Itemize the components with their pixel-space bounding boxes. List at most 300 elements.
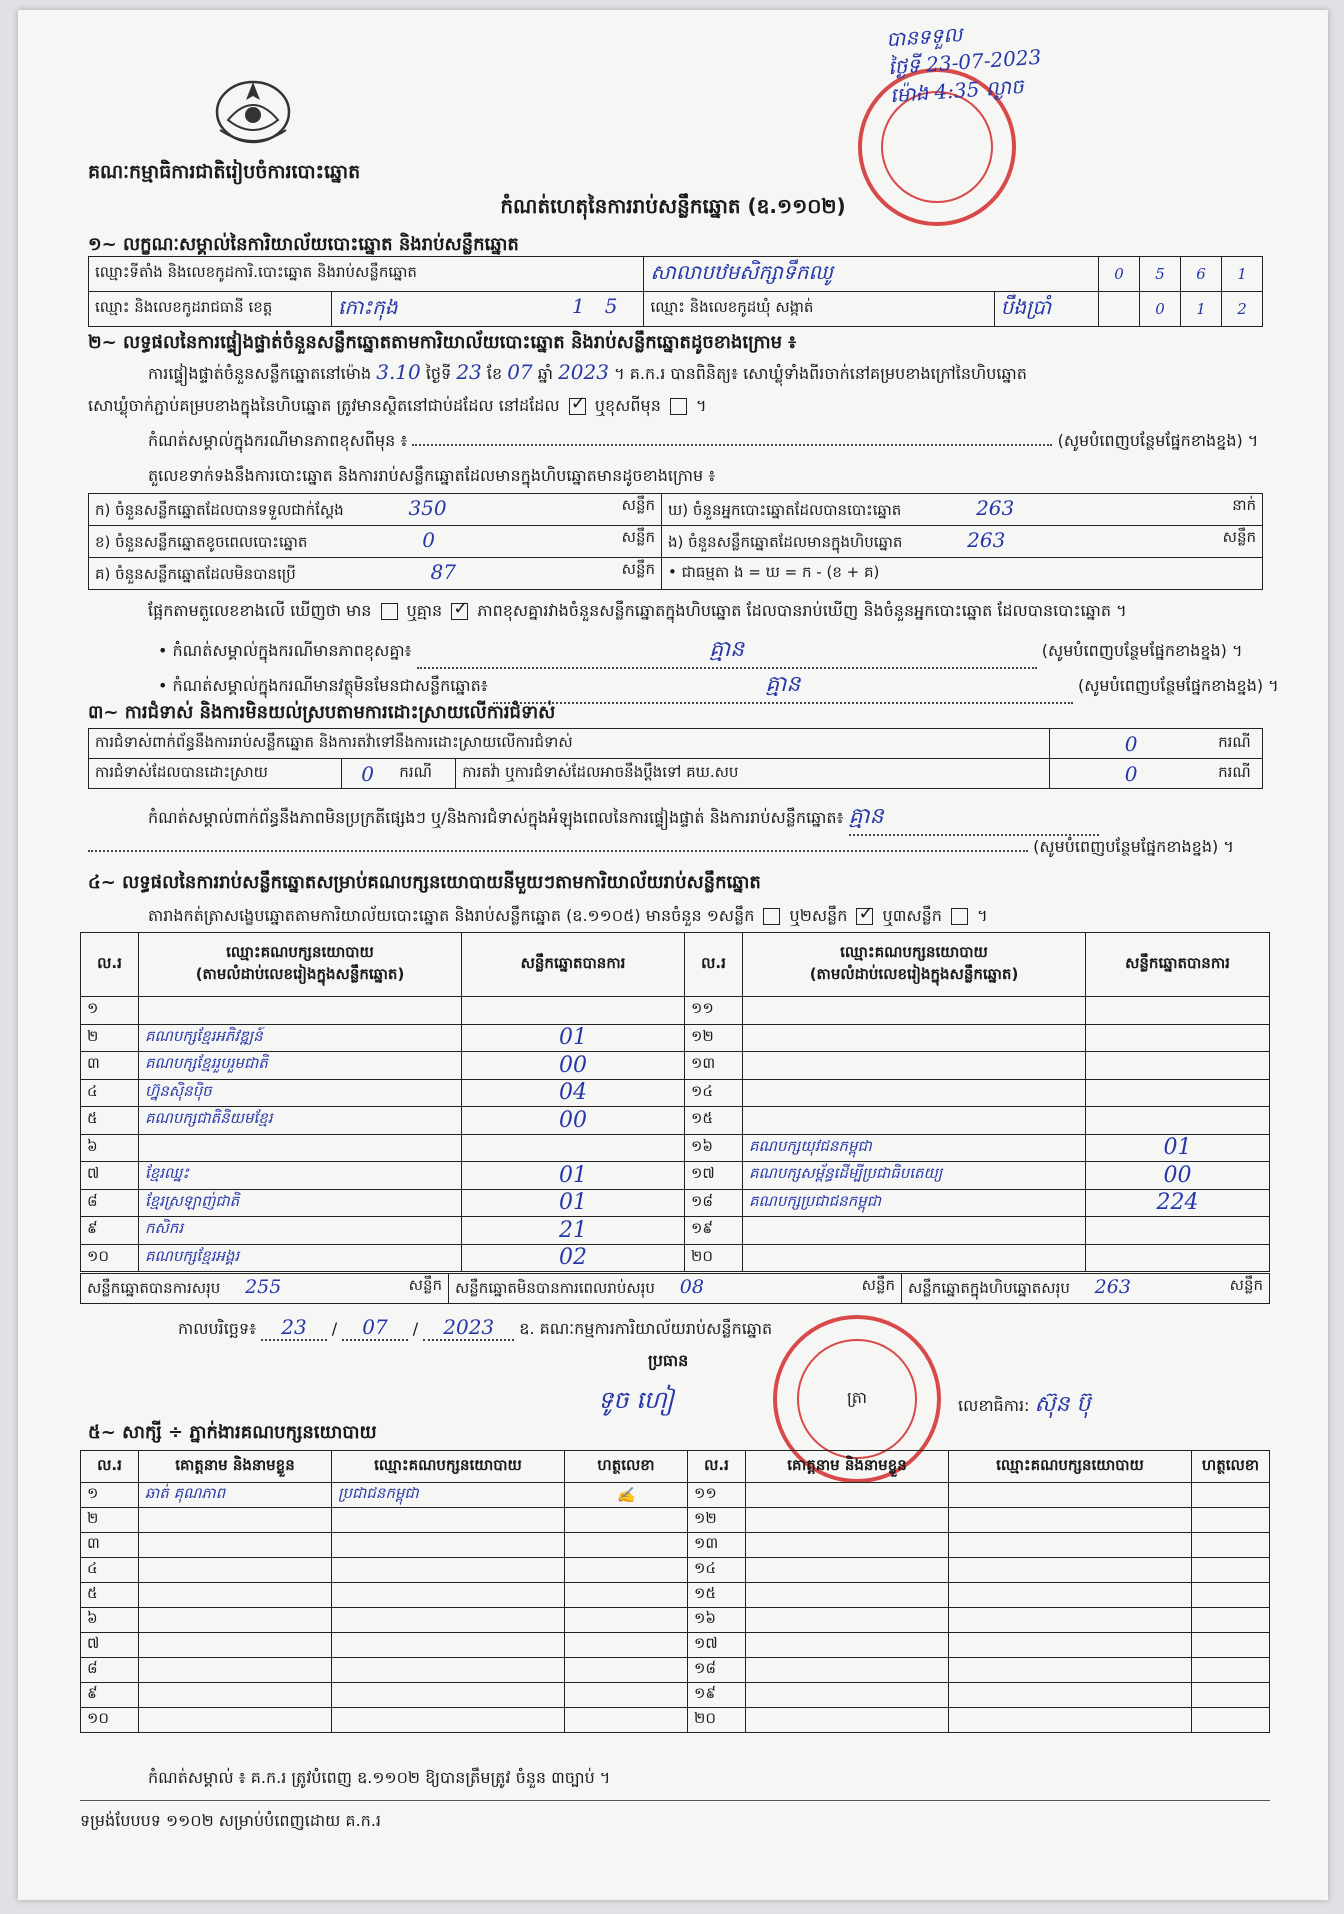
unit: សន្លឹក <box>408 1276 442 1294</box>
witness-party <box>949 1558 1192 1583</box>
section-5-title: ៥~ សាក្សី ÷ ភ្នាក់ងារគណបក្សនយោបាយ <box>88 1422 377 1443</box>
objection-table <box>88 728 1263 789</box>
col-no: ល.រ <box>81 1451 139 1483</box>
party-name <box>743 1217 1086 1245</box>
secretary-label: លេខាធិការ <box>958 1396 1025 1415</box>
col-signature: ហត្ថលេខា <box>565 1451 688 1483</box>
figures-table <box>88 493 1263 590</box>
value: 263 <box>1094 1276 1131 1298</box>
section-3-title: ៣~ ការជំទាស់ និងការមិនយល់ស្របតាមការដោះស្រាយលើការជំទាស់ <box>88 702 556 723</box>
col-no: ល.រ <box>81 933 139 997</box>
day-value: 23 <box>456 360 482 384</box>
witness-name <box>746 1658 949 1683</box>
witness-name <box>139 1708 332 1733</box>
witness-signature <box>1192 1708 1270 1733</box>
witness-party <box>332 1658 565 1683</box>
witness-signature: ✍ <box>565 1483 688 1508</box>
label: សន្លឹកឆ្នោតបានការសរុប <box>87 1279 221 1297</box>
unit: សន្លឹក <box>1229 1276 1263 1294</box>
party-name <box>139 997 462 1025</box>
location-table <box>88 256 1263 327</box>
table-row <box>81 1162 1270 1190</box>
code-digit: 5 <box>1140 257 1181 292</box>
witness-party <box>949 1708 1192 1733</box>
text: (សូមបំពេញបន្ថែមផ្នែកខាងខ្នង) ។ <box>1033 837 1234 856</box>
col-party <box>139 933 462 997</box>
col-signature: ហត្ថលេខា <box>1192 1451 1270 1483</box>
unit: សន្លឹក <box>621 496 655 514</box>
foreign-object-note <box>158 670 1279 704</box>
code-digit: 5 <box>604 294 638 318</box>
row-number: ១២ <box>688 1508 746 1533</box>
witness-name <box>139 1683 332 1708</box>
value: គ្មាន <box>493 670 1073 704</box>
col-party: ឈ្មោះគណបក្សនយោបាយ <box>332 1451 565 1483</box>
received-time: ម៉ោង 4:35 ល្ងាច <box>889 73 1025 108</box>
figure-d <box>662 494 1263 526</box>
row-number: ១៣ <box>685 1052 743 1080</box>
footer-divider <box>80 1800 1270 1801</box>
witness-party <box>949 1583 1192 1608</box>
row-number: ១១ <box>688 1483 746 1508</box>
table-row <box>81 1683 1270 1708</box>
witness-signature <box>565 1508 688 1533</box>
row-number: ១០ <box>81 1244 139 1272</box>
sublabel: (តាមលំដាប់លេខរៀងក្នុងសន្លឹកឆ្នោត) <box>195 964 405 983</box>
label: សន្លឹកឆ្នោតមិនបានការពេលរាប់សរុប <box>455 1279 655 1297</box>
row-number: ៥ <box>81 1107 139 1135</box>
text: • កំណត់សម្គាល់ក្នុងករណីមានភាពខុសគ្នា៖ <box>158 641 412 660</box>
unit: ករណី <box>1212 729 1262 759</box>
witness-signature <box>1192 1483 1270 1508</box>
party-name <box>139 1134 462 1162</box>
vote-count <box>462 997 685 1025</box>
objection-count: 0 <box>1050 729 1213 759</box>
code-digit: 1 <box>1222 257 1263 292</box>
row-number: ៧ <box>81 1162 139 1190</box>
unit: នាក់ <box>1232 496 1256 514</box>
value: 08 <box>679 1276 704 1298</box>
one-sheet-checkbox[interactable] <box>763 908 780 925</box>
table-row <box>81 1024 1270 1052</box>
section-4-title: ៤~ លទ្ធផលនៃការរាប់សន្លឹកឆ្នោតសម្រាប់គណបក្សនយោបាយនីមួយៗតាមការិយាល័យរាប់សន្លឹកឆ្នោត <box>88 872 761 893</box>
irregularity-note-cont <box>88 836 1268 860</box>
witness-name <box>746 1683 949 1708</box>
row-number: ១៨ <box>685 1189 743 1217</box>
table-row <box>81 997 1270 1025</box>
row-number: ៣ <box>81 1052 139 1080</box>
witness-party <box>949 1608 1192 1633</box>
party-name: គណបក្សជាតិនិយមខ្មែរ <box>139 1107 462 1135</box>
witness-signature <box>565 1558 688 1583</box>
received-label: បានទទួល <box>885 22 964 52</box>
unit: ករណី <box>393 759 456 789</box>
province-code <box>572 294 637 318</box>
text: • កំណត់សម្គាល់ក្នុងករណីមានវត្ថុមិនមែនជាសន្លឹកឆ្នោត៖ <box>158 676 488 695</box>
table-row <box>81 1508 1270 1533</box>
text: ភាពខុសគ្នារវាងចំនួនសន្លឹកឆ្នោតក្នុងហិបឆ្នោត ដែលបានរាប់ឃើញ និងចំនួនអ្នកបោះឆ្នោត ដែលបានបោះឆ្នោត ។ <box>477 601 1127 620</box>
organization-name: គណៈកម្មាធិការជាតិរៀបចំការបោះឆ្នោត <box>88 161 361 183</box>
witness-name: ឆាត់ គុណភាព <box>139 1483 332 1508</box>
witness-signature <box>1192 1633 1270 1658</box>
party-name: ហ្វ៊ុនស៊ិនប៉ិច <box>139 1079 462 1107</box>
has-difference-checkbox[interactable] <box>381 603 398 620</box>
two-sheets-checkbox[interactable] <box>856 908 873 925</box>
text: ផ្អែកតាមតួលេខខាងលើ ឃើញថា មាន <box>148 601 372 620</box>
code-digit: 1 <box>571 294 605 318</box>
value: 87 <box>430 560 456 584</box>
objection-row-label: ការជំទាស់ពាក់ព័ន្ធនឹងការរាប់សន្លឹកឆ្នោត និងការតវ៉ាទៅនឹងការដោះស្រាយលើការជំទាស់ <box>89 729 1050 759</box>
date-year: 2023 <box>423 1315 514 1341</box>
row-number: ១៦ <box>688 1608 746 1633</box>
row-number: ១៧ <box>685 1162 743 1190</box>
code-digit-blank <box>1099 292 1140 327</box>
value: 263 <box>967 528 1006 552</box>
vote-count: 21 <box>462 1217 685 1245</box>
value: គ្មាន <box>417 635 1037 669</box>
witness-signature <box>1192 1608 1270 1633</box>
seal-label: ត្រា <box>847 1388 867 1407</box>
row-number: ១១ <box>685 997 743 1025</box>
section-1-title: ១~ លក្ខណៈសម្គាល់នៃការិយាល័យបោះឆ្នោត និងរាប់សន្លឹកឆ្នោត <box>88 234 519 255</box>
witness-party <box>332 1533 565 1558</box>
table-row <box>81 1658 1270 1683</box>
table-row <box>81 1052 1270 1080</box>
col-name: គោត្តនាម និងនាមខ្លួន <box>746 1451 949 1483</box>
witness-signature <box>1192 1658 1270 1683</box>
col-no: ល.រ <box>685 933 743 997</box>
seal-line: សោឃ្លុំចាក់ភ្ជាប់គម្របខាងក្នុងនៃហិបឆ្នោត ត្រូវមានស្ថិតនៅជាប់ដដែល នៅដដែល ✓ ឬខុសពីមុន ។ <box>88 395 707 419</box>
commune-label: ឈ្មោះ និងលេខកូដឃុំ សង្កាត់ <box>644 292 994 327</box>
witness-party <box>949 1683 1192 1708</box>
vote-count <box>1086 1107 1270 1135</box>
nec-emblem-icon <box>198 70 308 150</box>
text: ឆ្នាំ <box>537 364 553 383</box>
witness-party <box>332 1708 565 1733</box>
vote-count: 01 <box>462 1024 685 1052</box>
row-number: ៨ <box>81 1658 139 1683</box>
label: ឈ្មោះគណបក្សនយោបាយ <box>840 942 988 961</box>
text: ឬគ្មាន <box>406 601 443 620</box>
formula: • ជាធម្មតា ង = ឃ = ក - (ខ + គ) <box>662 558 1263 590</box>
table-row <box>81 1244 1270 1272</box>
value: 255 <box>245 1276 282 1298</box>
unit: សន្លឹក <box>621 528 655 546</box>
row-number: ១៤ <box>688 1558 746 1583</box>
chair-label: ប្រធាន <box>648 1351 689 1370</box>
table-row <box>81 1134 1270 1162</box>
commune-value: បឹងប្រាំ <box>994 292 1098 327</box>
text: ថ្ងៃទី <box>425 364 452 383</box>
row-number: ១៣ <box>688 1533 746 1558</box>
unit: សន្លឹក <box>861 1276 895 1294</box>
vote-count <box>1086 1217 1270 1245</box>
vote-count: 01 <box>462 1162 685 1190</box>
label: ក) ចំនួនសន្លឹកឆ្នោតដែលបានទទួលជាក់ស្តែង <box>95 501 344 519</box>
vote-count: 01 <box>462 1189 685 1217</box>
witness-name <box>139 1608 332 1633</box>
vote-count <box>462 1134 685 1162</box>
row-number: ៩ <box>81 1683 139 1708</box>
section-2-title: ២~ លទ្ធផលនៃការផ្ទៀងផ្ទាត់ចំនួនសន្លឹកឆ្នោតតាមការិយាល័យបោះឆ្នោត និងរាប់សន្លឹកឆ្នោតដូចខាងក្រោម ៖ <box>88 332 797 353</box>
party-name: គណបក្សសម្ព័ន្ធដើម្បីប្រជាធិបតេយ្យ <box>743 1162 1086 1190</box>
witness-name <box>139 1558 332 1583</box>
party-name: ខ្មែរឈ្នះ <box>139 1162 462 1190</box>
witness-name <box>746 1483 949 1508</box>
row-number: ៦ <box>81 1134 139 1162</box>
label: ឃ) ចំនួនអ្នកបោះឆ្នោតដែលបានបោះឆ្នោត <box>668 501 902 519</box>
witness-body <box>81 1483 1270 1733</box>
secretary-signature: ស៊ុន ប៊ុ <box>1034 1392 1091 1417</box>
witness-name <box>139 1583 332 1608</box>
vote-count: 02 <box>462 1244 685 1272</box>
row-number: ១ <box>81 1483 139 1508</box>
row-number: ៩ <box>81 1217 139 1245</box>
code-digit: 2 <box>1222 292 1263 327</box>
party-name: គណបក្សខ្មែរអង្គរ <box>139 1244 462 1272</box>
chair-signature: ទូច ហៀ <box>598 1386 674 1414</box>
label: ឈ្មោះគណបក្សនយោបាយ <box>226 942 374 961</box>
vote-count: 00 <box>462 1107 685 1135</box>
witness-signature <box>1192 1683 1270 1708</box>
party-name <box>743 1052 1086 1080</box>
col-votes: សន្លឹកឆ្នោតបានការ <box>1086 933 1270 997</box>
label: គ) ចំនួនសន្លឹកឆ្នោតដែលមិនបានប្រើ <box>95 565 296 583</box>
unchanged-checkbox[interactable] <box>569 398 586 415</box>
row-number: ៤ <box>81 1079 139 1107</box>
province-value <box>332 292 644 327</box>
table-row <box>81 1533 1270 1558</box>
party-name: គណបក្សយុវជនកម្ពុជា <box>743 1134 1086 1162</box>
dotted-fill <box>88 850 1028 852</box>
vote-count <box>1086 1244 1270 1272</box>
witness-signature <box>1192 1583 1270 1608</box>
party-name: គណបក្សខ្មែរអភិវឌ្ឍន៍ <box>139 1024 462 1052</box>
col-name: គោត្តនាម និងនាមខ្លួន <box>139 1451 332 1483</box>
appeal-label: ការតវ៉ា ឬការជំទាស់ដែលអាចនឹងប្តឹងទៅ គឃ.សប <box>456 759 1050 789</box>
witness-party <box>332 1558 565 1583</box>
totals-row <box>80 1273 1270 1304</box>
row-number: ៥ <box>81 1583 139 1608</box>
witness-party <box>332 1608 565 1633</box>
vote-count <box>1086 1052 1270 1080</box>
party-name <box>743 997 1086 1025</box>
location-name-label: ឈ្មោះទីតាំង និងលេខកូដការិ.បោះឆ្នោត និងរាប់សន្លឹកឆ្នោត <box>89 257 644 292</box>
figures-intro: តួលេខទាក់ទងនឹងការបោះឆ្នោត និងការរាប់សន្លឹកឆ្នោតដែលមានក្នុងហិបឆ្នោតមានដូចខាងក្រោម ៖ <box>148 466 716 485</box>
witness-signature <box>1192 1558 1270 1583</box>
witness-party <box>332 1508 565 1533</box>
row-number: ២ <box>81 1508 139 1533</box>
witness-table <box>80 1450 1270 1733</box>
label: ង) ចំនួនសន្លឹកឆ្នោតដែលមានក្នុងហិបឆ្នោត <box>668 533 903 551</box>
text: កំណត់សម្គាល់ក្នុងករណីមានភាពខុសពីមុន ៖ <box>148 431 408 450</box>
appeal-count: 0 <box>1050 759 1213 789</box>
witness-name <box>746 1558 949 1583</box>
witness-name <box>746 1508 949 1533</box>
party-name <box>743 1024 1086 1052</box>
changed-checkbox[interactable] <box>670 398 687 415</box>
total-in-box <box>902 1274 1270 1304</box>
row-number: ៤ <box>81 1558 139 1583</box>
witness-name <box>139 1508 332 1533</box>
witness-signature <box>565 1633 688 1658</box>
row-number: ៨ <box>81 1189 139 1217</box>
sublabel: (តាមលំដាប់លេខរៀងក្នុងសន្លឹកឆ្នោត) <box>809 964 1019 983</box>
vote-count <box>1086 1024 1270 1052</box>
verification-line <box>148 360 1027 387</box>
form-sheet <box>18 10 1328 1900</box>
row-number: ១ <box>81 997 139 1025</box>
witness-party <box>949 1508 1192 1533</box>
date-month: 07 <box>342 1315 407 1341</box>
table-row <box>81 1633 1270 1658</box>
row-number: ១២ <box>685 1024 743 1052</box>
table-row <box>81 1483 1270 1508</box>
hour-value: 3.10 <box>376 360 421 384</box>
table-row <box>81 1583 1270 1608</box>
text: ឬ៣សន្លឹក <box>882 906 942 925</box>
witness-name <box>139 1633 332 1658</box>
difference-note <box>158 635 1268 669</box>
date-line: កាលបរិច្ឆេទ៖ 23 / 07 / 2023 ឧ. គណៈកម្មការការិយាល័យរាប់សន្លឹកឆ្នោត <box>178 1315 773 1339</box>
witness-signature <box>565 1683 688 1708</box>
row-number: ១៩ <box>685 1217 743 1245</box>
row-number: ២០ <box>685 1244 743 1272</box>
text: ខែ <box>486 364 503 383</box>
unit: សន្លឹក <box>1222 528 1256 546</box>
text: ការផ្ទៀងផ្ទាត់ចំនួនសន្លឹកឆ្នោតនៅម៉ោង <box>148 364 372 383</box>
row-number: ២ <box>81 1024 139 1052</box>
unit: ករណី <box>1212 759 1262 789</box>
text: ឬ២សន្លឹក <box>789 906 848 925</box>
vote-count: 00 <box>462 1052 685 1080</box>
table-row <box>81 1708 1270 1733</box>
witness-signature <box>565 1583 688 1608</box>
witness-name <box>746 1533 949 1558</box>
code-digit: 1 <box>1181 292 1222 327</box>
row-number: ១៥ <box>688 1583 746 1608</box>
party-name <box>743 1244 1086 1272</box>
month-value: 07 <box>507 360 533 384</box>
irregularity-note <box>148 802 1268 836</box>
table-row <box>81 1608 1270 1633</box>
text: (សូមបំពេញបន្ថែមផ្នែកខាងខ្នង) ។ <box>1057 431 1259 450</box>
three-sheets-checkbox[interactable] <box>951 908 968 925</box>
text: សោឃ្លុំចាក់ភ្ជាប់គម្របខាងក្នុងនៃហិបឆ្នោត ត្រូវមានស្ថិតនៅជាប់ដដែល នៅដដែល <box>88 396 560 415</box>
text: ។ គ.ក.រ បានពិនិត្យ៖ សោឃ្លុំទាំងពីរចាក់នៅគម្របខាងក្រៅនៃហិបឆ្នោត <box>614 364 1027 383</box>
vote-count: 01 <box>1086 1134 1270 1162</box>
witness-name <box>746 1708 949 1733</box>
secretary-line: លេខាធិការ: ស៊ុន ប៊ុ <box>958 1392 1091 1417</box>
text: តារាងកត់ត្រាសង្ខេបឆ្នោតតាមការិយាល័យបោះឆ្នោត និងរាប់សន្លឹកឆ្នោត (ឧ.១១០៥) មានចំនួន ១សន្លឹក <box>148 906 755 925</box>
table-row <box>81 1079 1270 1107</box>
province-name: កោះកុង <box>338 295 398 319</box>
text: (សូមបំពេញបន្ថែមផ្នែកខាងខ្នង) ។ <box>1077 676 1279 695</box>
row-number: ១៨ <box>688 1658 746 1683</box>
footnote: កំណត់សម្គាល់ ៖ គ.ក.រ ត្រូវបំពេញ ឧ.១១០២ ឱ្យបានត្រឹមត្រូវ ចំនួន ៣ច្បាប់ ។ <box>148 1768 611 1787</box>
figure-c <box>89 558 662 590</box>
value: គ្មាន <box>849 802 1099 836</box>
text: កំណត់សម្គាល់ពាក់ព័ន្ធនឹងភាពមិនប្រក្រតីផ្សេងៗ ឬ/និងការជំទាស់ក្នុងអំឡុងពេលនៃការផ្ទៀងផ្ទាត់ និងការរាប់សន្លឹកឆ្នោត៖ <box>148 808 844 827</box>
unit: សន្លឹក <box>621 560 655 578</box>
resolved-label: ការជំទាស់ដែលបានដោះស្រាយ <box>89 759 342 789</box>
figure-e <box>662 526 1263 558</box>
row-number: ១៧ <box>688 1633 746 1658</box>
figure-b <box>89 526 662 558</box>
resolved-count: 0 <box>342 759 394 789</box>
witness-name <box>746 1583 949 1608</box>
col-party <box>743 933 1086 997</box>
row-number: ១៩ <box>688 1683 746 1708</box>
witness-signature <box>1192 1508 1270 1533</box>
code-digit: 0 <box>1140 292 1181 327</box>
witness-party <box>332 1683 565 1708</box>
label: សន្លឹកឆ្នោតក្នុងហិបឆ្នោតសរុប <box>908 1279 1070 1297</box>
province-label: ឈ្មោះ និងលេខកូដរាជធានី ខេត្ត <box>89 292 332 327</box>
row-number: ២០ <box>688 1708 746 1733</box>
year-value: 2023 <box>558 360 609 384</box>
row-number: ៦ <box>81 1608 139 1633</box>
party-name: ខ្មែរស្រឡាញ់ជាតិ <box>139 1189 462 1217</box>
value: 350 <box>408 496 447 520</box>
party-name <box>743 1107 1086 1135</box>
value: 263 <box>976 496 1015 520</box>
location-name-value: សាលាបឋមសិក្សាទឹកឈូ <box>644 257 1099 292</box>
total-valid <box>81 1274 449 1304</box>
vote-count: 00 <box>1086 1162 1270 1190</box>
received-date: ថ្ងៃទី 23-07-2023 <box>887 44 1043 80</box>
witness-signature <box>1192 1533 1270 1558</box>
results-table <box>80 932 1270 1272</box>
witness-party <box>332 1583 565 1608</box>
witness-party <box>332 1633 565 1658</box>
vote-count: 04 <box>462 1079 685 1107</box>
text: កាលបរិច្ឆេទ៖ <box>178 1319 257 1338</box>
witness-signature <box>565 1608 688 1633</box>
table-row <box>81 1107 1270 1135</box>
row-number: ១៦ <box>685 1134 743 1162</box>
dotted-fill <box>412 444 1052 446</box>
no-difference-checkbox[interactable] <box>451 603 468 620</box>
party-name: គណបក្សខ្មែររួបរួមជាតិ <box>139 1052 462 1080</box>
witness-party <box>949 1483 1192 1508</box>
label: ខ) ចំនួនសន្លឹកឆ្នោតខូចពេលបោះឆ្នោត <box>95 533 308 551</box>
col-party: ឈ្មោះគណបក្សនយោបាយ <box>949 1451 1192 1483</box>
vote-count <box>1086 997 1270 1025</box>
document-title: កំណត់ហេតុនៃការរាប់សន្លឹកឆ្នោត (ឧ.១១០២) <box>500 194 846 218</box>
witness-name <box>746 1633 949 1658</box>
witness-party <box>949 1633 1192 1658</box>
row-number: ៧ <box>81 1633 139 1658</box>
table-row <box>81 1217 1270 1245</box>
row-number: ៣ <box>81 1533 139 1558</box>
witness-name <box>746 1608 949 1633</box>
row-number: ១៥ <box>685 1107 743 1135</box>
text: ឬខុសពីមុន <box>594 396 661 415</box>
party-name: គណបក្សប្រជាជនកម្ពុជា <box>743 1189 1086 1217</box>
received-note <box>885 15 1044 109</box>
text: ឧ. គណៈកម្មការការិយាល័យរាប់សន្លឹកឆ្នោត <box>519 1319 773 1338</box>
total-invalid <box>449 1274 902 1304</box>
table-row <box>81 1558 1270 1583</box>
code-digit: 0 <box>1099 257 1140 292</box>
diff-note-line <box>148 430 1268 454</box>
form-footer: ទម្រង់បែបបទ ១១០២ សម្រាប់បំពេញដោយ គ.ក.រ <box>80 1811 381 1830</box>
party-name: កសិករ <box>139 1217 462 1245</box>
witness-signature <box>565 1658 688 1683</box>
vote-count: 224 <box>1086 1189 1270 1217</box>
witness-signature <box>565 1708 688 1733</box>
